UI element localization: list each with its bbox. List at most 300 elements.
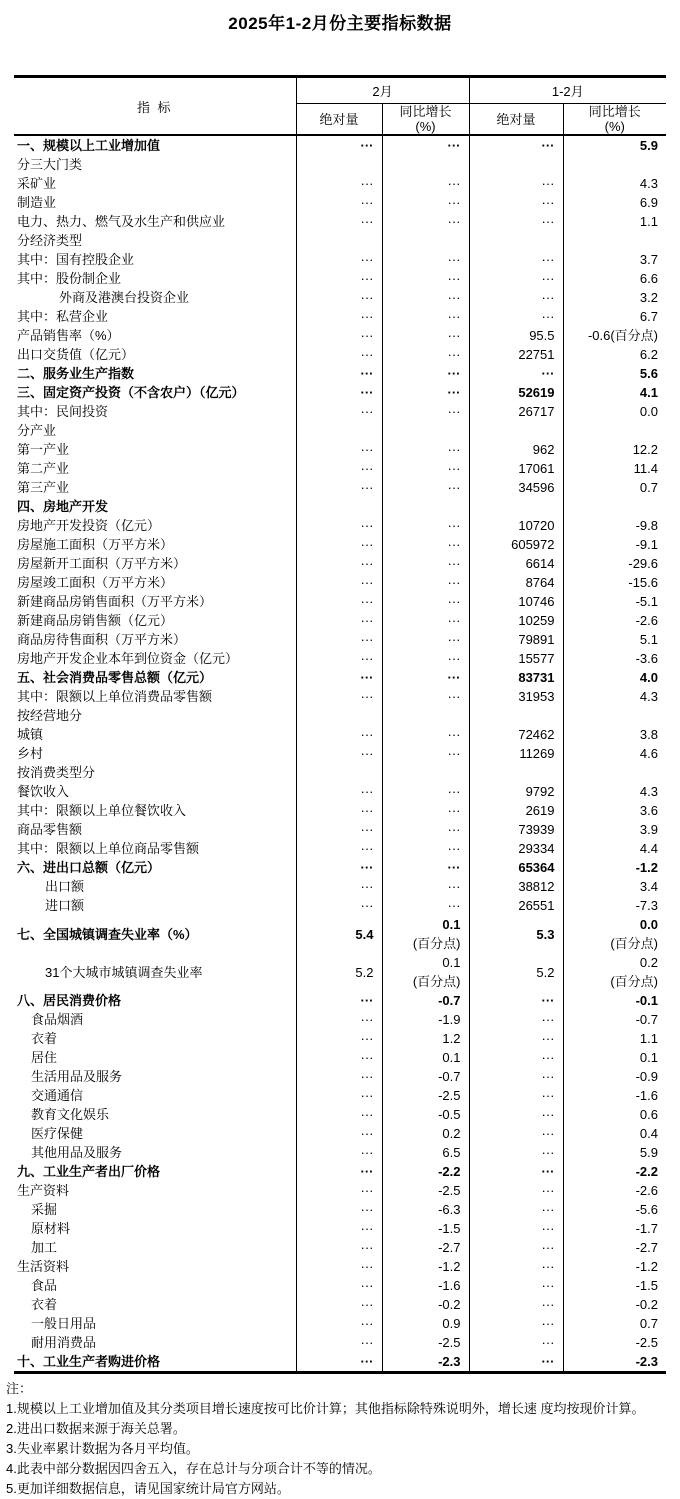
- value-cell: -0.6(百分点): [587, 328, 658, 343]
- value-cell: 0.2: [382, 1124, 469, 1143]
- indicator-cell: 生产资料: [14, 1181, 296, 1200]
- value-cell: ···: [469, 1314, 563, 1333]
- value-cell: ···: [382, 516, 469, 535]
- value-cell: ···: [296, 896, 382, 915]
- value-cell: -2.5: [635, 1335, 658, 1350]
- table-row: [14, 193, 666, 212]
- value-cell: -2.7: [382, 1238, 469, 1257]
- value-cell: ···: [296, 649, 382, 668]
- value-cell: ···: [296, 440, 382, 459]
- table-row: [14, 1048, 666, 1067]
- value-cell: ···: [296, 1219, 382, 1238]
- table-row: [14, 1333, 666, 1352]
- value-cell: -1.9: [382, 1010, 469, 1029]
- table-row: [14, 155, 666, 174]
- value-cell: 6.9: [639, 195, 658, 210]
- value-cell: -29.6: [628, 556, 658, 571]
- value-cell: -2.2: [635, 1164, 658, 1179]
- indicator-cell: 房地产开发企业本年到位资金（亿元）: [14, 649, 296, 668]
- value-cell: -0.5: [382, 1105, 469, 1124]
- indicator-cell: 医疗保健: [14, 1124, 296, 1143]
- value-cell: -1.2: [382, 1257, 469, 1276]
- value-cell: ···: [296, 744, 382, 763]
- value-cell: ···: [296, 1276, 382, 1295]
- table-row: [14, 1352, 666, 1373]
- table-row: [14, 212, 666, 231]
- table-row: [14, 1143, 666, 1162]
- value-cell: ···: [382, 839, 469, 858]
- value-cell: ···: [469, 1219, 563, 1238]
- value-cell: ···: [296, 345, 382, 364]
- value-cell: -2.3: [635, 1354, 658, 1369]
- table-row: [14, 345, 666, 364]
- value-cell: 5.9: [639, 138, 658, 153]
- value-cell: ···: [296, 174, 382, 193]
- indicator-cell: 生活用品及服务: [14, 1067, 296, 1086]
- value-cell: 12.2: [632, 442, 658, 457]
- value-cell: ···: [296, 782, 382, 801]
- table-row: [14, 440, 666, 459]
- value-cell: ···: [382, 402, 469, 421]
- value-cell: [382, 763, 469, 782]
- value-cell: ···: [296, 1067, 382, 1086]
- value-cell: 38812: [469, 877, 563, 896]
- value-cell: 11.4: [633, 461, 658, 476]
- indicator-cell: 其他用品及服务: [14, 1143, 296, 1162]
- value-cell: ···: [296, 1105, 382, 1124]
- indicator-cell: 七、全国城镇调查失业率（%）: [14, 915, 296, 953]
- value-cell: ···: [469, 991, 563, 1010]
- value-cell: ···: [296, 383, 382, 402]
- indicator-cell: 分产业: [14, 421, 296, 440]
- value-cell: ···: [469, 1257, 563, 1276]
- value-cell: ···: [469, 1276, 563, 1295]
- table-row: [14, 250, 666, 269]
- value-cell: 9792: [469, 782, 563, 801]
- indicator-cell: 进口额: [14, 896, 296, 915]
- value-cell: ···: [469, 1086, 563, 1105]
- value-cell: 5.2: [469, 953, 563, 991]
- indicator-cell: 出口交货值（亿元）: [14, 345, 296, 364]
- value-cell: ···: [296, 212, 382, 231]
- value-cell: [382, 155, 469, 174]
- table-row: [14, 1238, 666, 1257]
- value-cell: [563, 421, 666, 440]
- value-cell: [296, 231, 382, 250]
- table-row: [14, 611, 666, 630]
- table-row: [14, 1105, 666, 1124]
- value-cell: 1.1: [639, 214, 658, 229]
- indicators-table: [14, 75, 666, 1374]
- indicator-cell: 餐饮收入: [14, 782, 296, 801]
- value-cell: ···: [296, 1238, 382, 1257]
- indicator-cell: 其中：私营企业: [14, 307, 296, 326]
- indicator-cell: 四、房地产开发: [14, 497, 296, 516]
- value-cell: ···: [296, 820, 382, 839]
- value-cell: 4.3: [639, 784, 658, 799]
- indicator-cell: 生活资料: [14, 1257, 296, 1276]
- col-group-janfeb: 1-2月: [469, 77, 666, 104]
- indicator-cell: 城镇: [14, 725, 296, 744]
- value-cell: ···: [296, 611, 382, 630]
- value-cell: ···: [296, 250, 382, 269]
- indicator-cell: 其中：限额以上单位消费品零售额: [14, 687, 296, 706]
- indicator-cell: 其中：限额以上单位餐饮收入: [14, 801, 296, 820]
- value-cell: [563, 763, 666, 782]
- value-cell: ···: [469, 288, 563, 307]
- indicator-cell: 分经济类型: [14, 231, 296, 250]
- value-cell: ···: [296, 1029, 382, 1048]
- indicator-cell: 房屋施工面积（万平方米）: [14, 535, 296, 554]
- value-cell: ···: [469, 193, 563, 212]
- value-cell: -2.2: [382, 1162, 469, 1181]
- value-cell: 0.0 (百分点): [610, 917, 658, 951]
- indicator-cell: 交通通信: [14, 1086, 296, 1105]
- table-row: [14, 535, 666, 554]
- value-cell: -2.6: [635, 1183, 658, 1198]
- value-cell: ···: [469, 1333, 563, 1352]
- indicator-cell: 教育文化娱乐: [14, 1105, 296, 1124]
- value-cell: ···: [469, 1352, 563, 1373]
- value-cell: ···: [469, 307, 563, 326]
- indicator-cell: 耐用消费品: [14, 1333, 296, 1352]
- value-cell: [296, 706, 382, 725]
- notes-section: [6, 1379, 672, 1499]
- value-cell: 962: [469, 440, 563, 459]
- value-cell: ···: [296, 1314, 382, 1333]
- table-row: [14, 402, 666, 421]
- value-cell: 0.6: [639, 1107, 658, 1122]
- table-row: [14, 953, 666, 991]
- value-cell: 26551: [469, 896, 563, 915]
- value-cell: -2.5: [382, 1181, 469, 1200]
- value-cell: [469, 763, 563, 782]
- value-cell: [469, 706, 563, 725]
- value-cell: 4.3: [639, 689, 658, 704]
- table-row: [14, 782, 666, 801]
- value-cell: 3.7: [639, 252, 658, 267]
- table-row: [14, 135, 666, 155]
- indicator-cell: 商品房待售面积（万平方米）: [14, 630, 296, 649]
- value-cell: [563, 497, 666, 516]
- indicator-cell: 房地产开发投资（亿元）: [14, 516, 296, 535]
- value-cell: ···: [296, 1143, 382, 1162]
- value-cell: ···: [469, 1181, 563, 1200]
- table-row: [14, 801, 666, 820]
- table-row: [14, 858, 666, 877]
- value-cell: ···: [469, 269, 563, 288]
- value-cell: ···: [469, 212, 563, 231]
- value-cell: ···: [469, 1143, 563, 1162]
- value-cell: 4.4: [639, 841, 658, 856]
- indicator-cell: 食品烟酒: [14, 1010, 296, 1029]
- table-row: [14, 478, 666, 497]
- value-cell: -1.6: [635, 1088, 658, 1103]
- indicator-cell: 分三大门类: [14, 155, 296, 174]
- note-line: 5.更加详细数据信息，请见国家统计局官方网站。: [6, 1481, 290, 1496]
- indicator-cell: 31个大城市城镇调查失业率: [14, 953, 296, 991]
- value-cell: 83731: [469, 668, 563, 687]
- value-cell: ···: [296, 592, 382, 611]
- indicator-cell: 衣着: [14, 1295, 296, 1314]
- table-row: [14, 1010, 666, 1029]
- table-row: [14, 1029, 666, 1048]
- note-line: 4.此表中部分数据因四舍五入，存在总计与分项合计不等的情况。: [6, 1461, 381, 1476]
- value-cell: -2.5: [382, 1333, 469, 1352]
- indicator-cell: 食品: [14, 1276, 296, 1295]
- value-cell: [563, 231, 666, 250]
- value-cell: 6.2: [639, 347, 658, 362]
- value-cell: ···: [382, 744, 469, 763]
- value-cell: ···: [469, 1200, 563, 1219]
- value-cell: ···: [469, 135, 563, 155]
- value-cell: ···: [382, 212, 469, 231]
- value-cell: ···: [469, 174, 563, 193]
- value-cell: [296, 421, 382, 440]
- value-cell: [296, 497, 382, 516]
- table-row: [14, 421, 666, 440]
- value-cell: 6614: [469, 554, 563, 573]
- value-cell: 31953: [469, 687, 563, 706]
- value-cell: 10720: [469, 516, 563, 535]
- indicator-cell: 采矿业: [14, 174, 296, 193]
- value-cell: ···: [382, 649, 469, 668]
- value-cell: 2619: [469, 801, 563, 820]
- indicator-cell: 制造业: [14, 193, 296, 212]
- table-row: [14, 497, 666, 516]
- header-group-row: [14, 77, 666, 104]
- value-cell: [296, 763, 382, 782]
- value-cell: 22751: [469, 345, 563, 364]
- indicator-cell: 第二产业: [14, 459, 296, 478]
- value-cell: 4.3: [639, 176, 658, 191]
- value-cell: 3.6: [639, 803, 658, 818]
- value-cell: [469, 421, 563, 440]
- value-cell: ···: [296, 1181, 382, 1200]
- value-cell: ···: [382, 174, 469, 193]
- value-cell: 10259: [469, 611, 563, 630]
- indicator-cell: 新建商品房销售面积（万平方米）: [14, 592, 296, 611]
- value-cell: ···: [382, 573, 469, 592]
- value-cell: 605972: [469, 535, 563, 554]
- value-cell: ···: [296, 1333, 382, 1352]
- value-cell: 26717: [469, 402, 563, 421]
- value-cell: 52619: [469, 383, 563, 402]
- table-header: [14, 77, 666, 136]
- value-cell: 8764: [469, 573, 563, 592]
- indicator-cell: 商品零售额: [14, 820, 296, 839]
- indicator-cell: 第三产业: [14, 478, 296, 497]
- indicator-cell: 一、规模以上工业增加值: [14, 135, 296, 155]
- value-cell: ···: [469, 1029, 563, 1048]
- value-cell: [563, 706, 666, 725]
- value-cell: 5.2: [296, 953, 382, 991]
- table-row: [14, 231, 666, 250]
- indicator-cell: 一般日用品: [14, 1314, 296, 1333]
- indicator-cell: 居住: [14, 1048, 296, 1067]
- indicator-cell: 按消费类型分: [14, 763, 296, 782]
- value-cell: -0.9: [635, 1069, 658, 1084]
- value-cell: 5.3: [469, 915, 563, 953]
- value-cell: [382, 497, 469, 516]
- table-row: [14, 630, 666, 649]
- indicator-cell: 电力、热力、燃气及水生产和供应业: [14, 212, 296, 231]
- value-cell: 0.4: [639, 1126, 658, 1141]
- value-cell: ···: [382, 135, 469, 155]
- table-row: [14, 687, 666, 706]
- value-cell: 6.6: [639, 271, 658, 286]
- indicator-cell: 衣着: [14, 1029, 296, 1048]
- value-cell: 0.2 (百分点): [610, 955, 658, 989]
- value-cell: ···: [469, 1010, 563, 1029]
- value-cell: -2.6: [635, 613, 658, 628]
- value-cell: 1.1: [639, 1031, 658, 1046]
- table-row: [14, 991, 666, 1010]
- value-cell: 11269: [469, 744, 563, 763]
- table-row: [14, 592, 666, 611]
- value-cell: ···: [469, 364, 563, 383]
- value-cell: ···: [382, 307, 469, 326]
- indicator-cell: 九、工业生产者出厂价格: [14, 1162, 296, 1181]
- value-cell: 3.8: [639, 727, 658, 742]
- table-row: [14, 649, 666, 668]
- value-cell: 3.2: [639, 290, 658, 305]
- value-cell: ···: [382, 326, 469, 345]
- value-cell: -5.6: [635, 1202, 658, 1217]
- value-cell: -1.6: [382, 1276, 469, 1295]
- value-cell: 6.5: [382, 1143, 469, 1162]
- value-cell: ···: [469, 1048, 563, 1067]
- value-cell: 0.0: [639, 404, 658, 419]
- value-cell: ···: [296, 402, 382, 421]
- value-cell: ···: [382, 269, 469, 288]
- indicator-cell: 加工: [14, 1238, 296, 1257]
- value-cell: 6.7: [639, 309, 658, 324]
- value-cell: 29334: [469, 839, 563, 858]
- table-row: [14, 554, 666, 573]
- value-cell: ···: [382, 725, 469, 744]
- table-row: [14, 744, 666, 763]
- value-cell: -7.3: [635, 898, 658, 913]
- table-row: [14, 573, 666, 592]
- value-cell: 0.1 (百分点): [382, 953, 469, 991]
- table-row: [14, 383, 666, 402]
- value-cell: 95.5: [469, 326, 563, 345]
- table-row: [14, 725, 666, 744]
- value-cell: [296, 155, 382, 174]
- indicator-cell: 房屋新开工面积（万平方米）: [14, 554, 296, 573]
- value-cell: ···: [469, 1067, 563, 1086]
- value-cell: [382, 421, 469, 440]
- value-cell: ···: [382, 782, 469, 801]
- value-cell: 0.1 (百分点): [382, 915, 469, 953]
- value-cell: [382, 231, 469, 250]
- value-cell: 5.9: [639, 1145, 658, 1160]
- value-cell: 0.1: [639, 1050, 658, 1065]
- value-cell: ···: [296, 1124, 382, 1143]
- table-row: [14, 1162, 666, 1181]
- value-cell: 1.2: [382, 1029, 469, 1048]
- table-row: [14, 1086, 666, 1105]
- value-cell: ···: [382, 478, 469, 497]
- value-cell: ···: [296, 801, 382, 820]
- value-cell: ···: [382, 288, 469, 307]
- indicator-cell: 其中：限额以上单位商品零售额: [14, 839, 296, 858]
- value-cell: -5.1: [635, 594, 658, 609]
- indicator-cell: 其中：股份制企业: [14, 269, 296, 288]
- value-cell: 4.0: [639, 670, 658, 685]
- value-cell: ···: [296, 877, 382, 896]
- table-row: [14, 516, 666, 535]
- value-cell: ···: [382, 554, 469, 573]
- indicator-cell: 其中：国有控股企业: [14, 250, 296, 269]
- value-cell: -1.5: [635, 1278, 658, 1293]
- value-cell: ···: [296, 573, 382, 592]
- note-line: 3.失业率累计数据为各月平均值。: [6, 1441, 199, 1456]
- page-title: 2025年1-2月份主要指标数据: [228, 14, 452, 33]
- value-cell: 65364: [469, 858, 563, 877]
- value-cell: 4.1: [639, 385, 658, 400]
- value-cell: 5.4: [296, 915, 382, 953]
- value-cell: ···: [296, 839, 382, 858]
- table-row: [14, 763, 666, 782]
- col-header-janfeb-yoy: 同比增长 (%): [588, 104, 641, 134]
- value-cell: ···: [296, 269, 382, 288]
- table-row: [14, 1314, 666, 1333]
- value-cell: ···: [469, 1162, 563, 1181]
- value-cell: ···: [296, 459, 382, 478]
- table-row: [14, 1276, 666, 1295]
- table-row: [14, 174, 666, 193]
- value-cell: -9.8: [635, 518, 658, 533]
- value-cell: ···: [382, 630, 469, 649]
- table-row: [14, 459, 666, 478]
- value-cell: 72462: [469, 725, 563, 744]
- value-cell: 0.1: [382, 1048, 469, 1067]
- table-body: [14, 135, 666, 1373]
- value-cell: 73939: [469, 820, 563, 839]
- table-row: [14, 1200, 666, 1219]
- indicator-cell: 按经营地分: [14, 706, 296, 725]
- table-row: [14, 668, 666, 687]
- value-cell: -15.6: [628, 575, 658, 590]
- value-cell: ···: [382, 250, 469, 269]
- value-cell: ···: [382, 364, 469, 383]
- indicator-cell: 五、社会消费品零售总额（亿元）: [14, 668, 296, 687]
- value-cell: -3.6: [635, 651, 658, 666]
- value-cell: -0.7: [635, 1012, 658, 1027]
- value-cell: 17061: [469, 459, 563, 478]
- value-cell: -9.1: [635, 537, 658, 552]
- indicator-cell: 新建商品房销售额（亿元）: [14, 611, 296, 630]
- value-cell: ···: [469, 1105, 563, 1124]
- value-cell: 4.6: [639, 746, 658, 761]
- value-cell: -0.2: [635, 1297, 658, 1312]
- indicator-cell: 房屋竣工面积（万平方米）: [14, 573, 296, 592]
- value-cell: ···: [382, 611, 469, 630]
- value-cell: ···: [469, 250, 563, 269]
- value-cell: ···: [469, 1124, 563, 1143]
- col-header-feb-absolute: 绝对量: [296, 104, 382, 136]
- col-header-feb-yoy: 同比增长 (%): [382, 104, 469, 136]
- value-cell: -2.5: [382, 1086, 469, 1105]
- table-row: [14, 820, 666, 839]
- value-cell: 3.4: [639, 879, 658, 894]
- indicator-cell: 六、进出口总额（亿元）: [14, 858, 296, 877]
- value-cell: 79891: [469, 630, 563, 649]
- value-cell: -0.2: [382, 1295, 469, 1314]
- indicator-cell: 原材料: [14, 1219, 296, 1238]
